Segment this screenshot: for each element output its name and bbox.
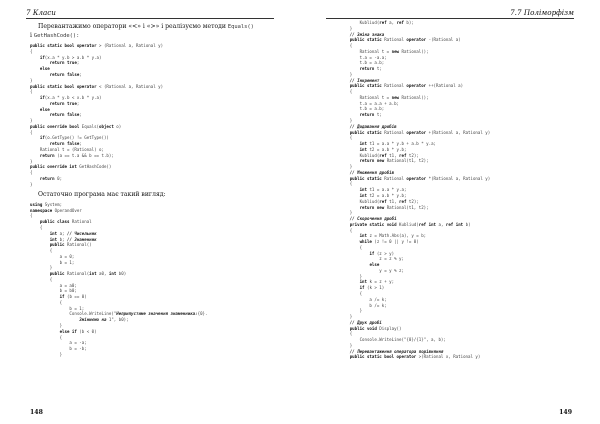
code-text: { [330, 290, 363, 296]
right-page [300, 0, 600, 424]
code-text: (z != 0 || y != 0) [371, 239, 419, 245]
code-text: Rational(t1, t2); [384, 204, 429, 210]
code-keyword: public static [349, 129, 382, 135]
code-text [30, 141, 50, 146]
code-text: } [330, 314, 353, 320]
code-text [330, 124, 350, 129]
code-keyword: else [369, 262, 380, 268]
code-text: Rational t = [330, 48, 392, 54]
code-keyword: object [99, 123, 114, 129]
code-text: } [30, 181, 33, 187]
code-text: a /= k; [330, 296, 387, 302]
code-text: (x.a * y.b < x.b * y.a) [44, 95, 102, 101]
code-keyword: public [49, 271, 65, 277]
code-text: a = a0; [30, 282, 77, 288]
code-keyword: ref [399, 198, 407, 204]
code-text: < (Rational a, Rational y) [99, 83, 164, 89]
code-text [30, 101, 50, 106]
code-keyword: if [39, 135, 45, 141]
code-text: ; [76, 100, 80, 106]
code-text: (z > y) [374, 250, 395, 256]
code-text: t.b = a.b; [330, 60, 385, 66]
code-text [30, 107, 40, 112]
code-text: a; [57, 230, 67, 236]
code-text: { [30, 299, 63, 305]
code-text: b = 1; [30, 259, 75, 265]
code-comment: // Скорочення дробі [349, 216, 397, 222]
code-text: (b == 0) [64, 294, 87, 300]
code-keyword: public override bool [30, 123, 82, 129]
code-text [30, 271, 50, 276]
code-text: } [330, 164, 353, 170]
code-keyword: public static bool operator [349, 354, 417, 360]
code-keyword: int [359, 187, 367, 193]
code-keyword: public [49, 242, 65, 248]
code-text: Console.WriteLine("{0}/{1}", a, b); [330, 337, 446, 343]
code-keyword: int [89, 271, 97, 277]
code-keyword: int [49, 230, 58, 236]
code-comment: // Множення дробів [349, 169, 395, 175]
code-text: t.a = -a.a; [330, 54, 387, 60]
code-text: y = y % z; [330, 267, 404, 273]
code-text: System; [42, 201, 63, 207]
code-keyword: public static bool operator [30, 83, 100, 89]
code-text [330, 170, 350, 175]
code-text: Rational(t1, t2); [384, 158, 429, 164]
code-text: +(Rational a, Rational y) [426, 129, 491, 135]
running-head-left [26, 6, 274, 19]
code-text: (a == t.a && b == t.b); [54, 152, 114, 158]
code-keyword: int [49, 236, 58, 242]
code-keyword: ref [396, 20, 404, 25]
code-text: *(Rational a, Rational y) [426, 175, 491, 181]
code-listing-operators [30, 43, 272, 187]
code-text: 1", b0); [108, 317, 129, 323]
code-text [330, 285, 360, 290]
code-text [30, 153, 40, 158]
code-keyword: if [39, 95, 45, 101]
code-text: ; [79, 112, 82, 118]
code-text: { [30, 276, 53, 282]
code-keyword: return new [359, 204, 385, 210]
code-text [30, 329, 60, 334]
code-text: Rational() [64, 242, 92, 248]
code-text [330, 130, 350, 135]
code-text: OperandOver [52, 207, 82, 213]
code-text: t.b = a.b; [330, 106, 385, 112]
code-text [330, 320, 350, 325]
code-comment: Змінюємо на [79, 317, 109, 323]
code-text: t1 = a.a * y.a; [366, 187, 407, 193]
code-comment: // Друк дробі [349, 319, 382, 325]
code-text [330, 158, 360, 163]
code-text: { [330, 181, 353, 187]
final-program-paragraph: Остаточно програма має такий вигляд: [38, 191, 166, 199]
code-keyword: return false [49, 72, 80, 78]
code-keyword: if [359, 285, 365, 291]
code-text: } [330, 25, 353, 31]
code-text: t2); [406, 198, 419, 204]
code-text: b = -b; [30, 346, 87, 352]
code-keyword: else [39, 66, 50, 72]
equals-method-ref: Equals() [227, 24, 254, 30]
code-text: t.a = a.a + a.b; [330, 100, 400, 106]
code-comment: // Додавання дробів [349, 123, 397, 129]
code-text: } [330, 210, 353, 216]
code-text [330, 193, 360, 198]
intro-text: Перевантажимо оператори «<» і «>» і реалізуємо методи [38, 23, 226, 30]
page-number-left: 148 [30, 409, 43, 416]
code-keyword: new [391, 94, 400, 100]
code-text [330, 326, 350, 331]
code-keyword: private static void [349, 221, 397, 227]
code-text: { [30, 224, 43, 230]
code-keyword: if [39, 54, 45, 60]
code-text: { [30, 170, 33, 176]
code-keyword: int [108, 271, 117, 277]
code-text [30, 237, 50, 242]
code-keyword: if [369, 250, 375, 256]
code-text [30, 231, 50, 236]
intro-connector: і [30, 31, 32, 39]
code-text [330, 262, 369, 267]
code-text: } [30, 323, 63, 328]
code-text: { [30, 89, 33, 95]
code-keyword: public static bool operator [30, 43, 100, 49]
code-text: ++(Rational a) [426, 83, 464, 89]
code-comment: // Інкремент [349, 77, 380, 83]
code-text: 0; [54, 175, 63, 181]
code-text: z = Math.Abs(a), y = b; [366, 233, 427, 239]
code-text: } [330, 71, 353, 77]
code-text [330, 37, 350, 42]
code-keyword: return false [49, 141, 80, 147]
code-text [330, 141, 360, 146]
code-text: Kubliud( [396, 221, 419, 227]
code-keyword: operator [406, 83, 427, 89]
code-line [330, 354, 572, 360]
left-page-body [30, 22, 272, 358]
code-text: { [30, 248, 53, 254]
code-text: b = 1; [30, 305, 85, 311]
code-keyword: ref int [445, 221, 464, 227]
code-keyword: public class [39, 219, 70, 225]
code-keyword: int [359, 233, 367, 239]
code-text: t1, [386, 198, 400, 204]
code-text: o) [113, 123, 122, 129]
code-keyword: ref [379, 20, 387, 25]
code-keyword: ref int [418, 221, 437, 227]
code-text: a0, [96, 271, 109, 277]
code-text [30, 95, 40, 100]
code-keyword: public static [349, 83, 382, 89]
code-text [30, 135, 40, 140]
code-text: -(Rational a) [426, 37, 461, 43]
code-text: Rational(); [399, 94, 429, 100]
code-text [330, 78, 350, 83]
code-text: b /= k; [330, 302, 387, 308]
code-text [30, 112, 50, 117]
code-text: Rational [381, 83, 407, 89]
code-text: { [330, 43, 353, 49]
code-text: Kubliud( [330, 20, 380, 25]
code-keyword: public static [349, 175, 382, 181]
code-text: b0) [116, 271, 127, 277]
code-text: ; [79, 141, 82, 147]
code-keyword: return true [49, 100, 77, 106]
code-text [30, 242, 50, 247]
gethashcode-method-ref: GetHashCode(): [33, 32, 80, 39]
code-keyword: public override int [30, 164, 80, 170]
code-keyword: int [359, 146, 367, 152]
code-keyword: ref [399, 152, 407, 158]
code-text [330, 112, 360, 117]
code-text [30, 317, 79, 322]
code-text: b) [463, 221, 471, 227]
code-text: Rational [381, 129, 407, 135]
code-keyword: public static [349, 37, 382, 43]
code-text [330, 187, 360, 192]
code-text: Display() [376, 325, 402, 331]
chapter-title: 7 Класи [26, 8, 56, 17]
code-text: {0}. [197, 311, 208, 317]
code-text: { [330, 135, 353, 141]
code-text: Rational [381, 37, 407, 43]
code-text: } [30, 351, 63, 357]
code-text [330, 66, 360, 71]
code-text: a = -a; [30, 340, 87, 346]
intro-paragraph [30, 23, 272, 40]
code-text [30, 176, 40, 181]
code-text: Kubliud( [330, 152, 380, 158]
code-keyword: operator [406, 37, 427, 43]
code-keyword: else if [59, 328, 77, 334]
code-keyword: int [359, 279, 367, 285]
code-text [30, 60, 50, 65]
code-text: t1, [386, 152, 400, 158]
code-text: Console.WriteLine(" [30, 311, 117, 317]
code-line [30, 352, 272, 358]
code-keyword: else [39, 106, 50, 112]
code-keyword: ref [379, 198, 387, 204]
code-text: { [330, 244, 363, 250]
code-text: (x.a * y.b > a.b * y.a) [44, 54, 102, 60]
code-text: { [30, 48, 33, 54]
code-text: >(Rational x, Rational y) [416, 354, 481, 360]
code-text: (k > 1) [364, 285, 385, 291]
code-text [30, 72, 50, 77]
code-comment: Неприпустиме значення знаменника: [116, 311, 198, 317]
code-text [330, 216, 350, 221]
code-text: > (Rational a, Rational y) [99, 43, 164, 49]
code-text [330, 239, 360, 244]
code-text: t; [374, 66, 382, 72]
code-text: GetHashCode() [79, 164, 112, 170]
code-text: } [30, 265, 53, 271]
code-text: { [30, 334, 63, 340]
code-text: Rational [381, 175, 407, 181]
code-text: Equals( [81, 123, 100, 129]
code-text: Rational(); [399, 48, 429, 54]
code-text [330, 354, 350, 359]
code-text: { [330, 89, 353, 95]
code-text: Rational t = (Rational) o; [30, 146, 104, 152]
code-keyword: return [359, 66, 375, 72]
code-text: a, [386, 20, 397, 25]
code-text: } [330, 118, 353, 124]
code-text: Rational( [64, 271, 90, 277]
code-text [330, 251, 369, 256]
code-text: (o.GetType() != GetType()) [44, 135, 109, 141]
code-keyword: operator [406, 175, 427, 181]
code-comment: // Знаменник [66, 236, 97, 242]
code-text: b; [57, 236, 67, 242]
code-keyword: if [59, 294, 65, 300]
code-text: t2 = a.b * y.b; [366, 146, 407, 152]
code-text [330, 349, 350, 354]
code-text [330, 176, 350, 181]
code-text: } [30, 118, 33, 124]
code-text: (b < 0) [76, 328, 97, 334]
code-text: t2 = a.b * y.b; [366, 192, 407, 198]
code-text: { [330, 227, 353, 233]
code-text: b = b0; [30, 288, 77, 294]
code-keyword: while [359, 239, 372, 245]
code-comment: // Зміна знака [349, 31, 385, 37]
code-text: t1 = a.a * y.b + a.b * y.a; [366, 141, 436, 147]
code-text: } [330, 308, 363, 314]
code-text: } [30, 77, 33, 83]
right-page-body [330, 20, 572, 360]
code-listing-program [30, 202, 272, 358]
code-keyword: namespace [30, 207, 53, 213]
code-text: } [30, 158, 33, 164]
code-text: } [330, 273, 363, 279]
code-text: t2); [406, 152, 419, 158]
code-text: ; [76, 60, 80, 66]
code-text: a, [436, 221, 446, 227]
code-text [330, 32, 350, 37]
code-keyword: return [39, 152, 55, 158]
code-text [330, 233, 360, 238]
running-head-right [326, 6, 574, 19]
code-listing-continued [330, 20, 572, 360]
code-text [30, 219, 40, 224]
code-text [30, 294, 60, 299]
code-text: t; [374, 112, 382, 118]
code-text [330, 279, 360, 284]
code-text [330, 222, 350, 227]
code-keyword: return new [359, 158, 385, 164]
code-text: Kubliud( [330, 198, 380, 204]
section-title: 7.7 Поліморфізм [510, 8, 574, 17]
page-number-right: 149 [559, 409, 572, 416]
code-text: { [30, 213, 33, 219]
code-text: Rational t = [330, 94, 392, 100]
code-keyword: new [391, 48, 400, 54]
code-line [30, 182, 272, 188]
code-keyword: public void [349, 325, 377, 331]
code-text: } [330, 342, 353, 348]
code-keyword: int [359, 192, 367, 198]
code-text: Rational [69, 219, 92, 225]
code-text: k = z + y; [366, 279, 395, 285]
code-keyword: int [359, 141, 367, 147]
code-text [30, 66, 40, 71]
code-text [330, 83, 350, 88]
code-text: z = z % y; [330, 256, 404, 262]
code-keyword: operator [406, 129, 427, 135]
code-text [330, 205, 360, 210]
code-text: { [30, 129, 33, 135]
code-keyword: using [30, 201, 43, 207]
code-comment: // Перевантаження оператора порівняння [349, 348, 444, 354]
code-text [330, 147, 360, 152]
code-text: a = 0; [30, 253, 75, 259]
code-keyword: return false [49, 112, 80, 118]
code-keyword: ref [379, 152, 387, 158]
code-keyword: return [359, 112, 375, 118]
code-keyword: return [39, 175, 55, 181]
code-text: { [330, 331, 353, 337]
code-text: b); [403, 20, 414, 25]
code-keyword: return true [49, 60, 77, 66]
code-text: ; [79, 72, 82, 78]
code-text [30, 55, 40, 60]
code-comment: // Чисельник [66, 230, 97, 236]
